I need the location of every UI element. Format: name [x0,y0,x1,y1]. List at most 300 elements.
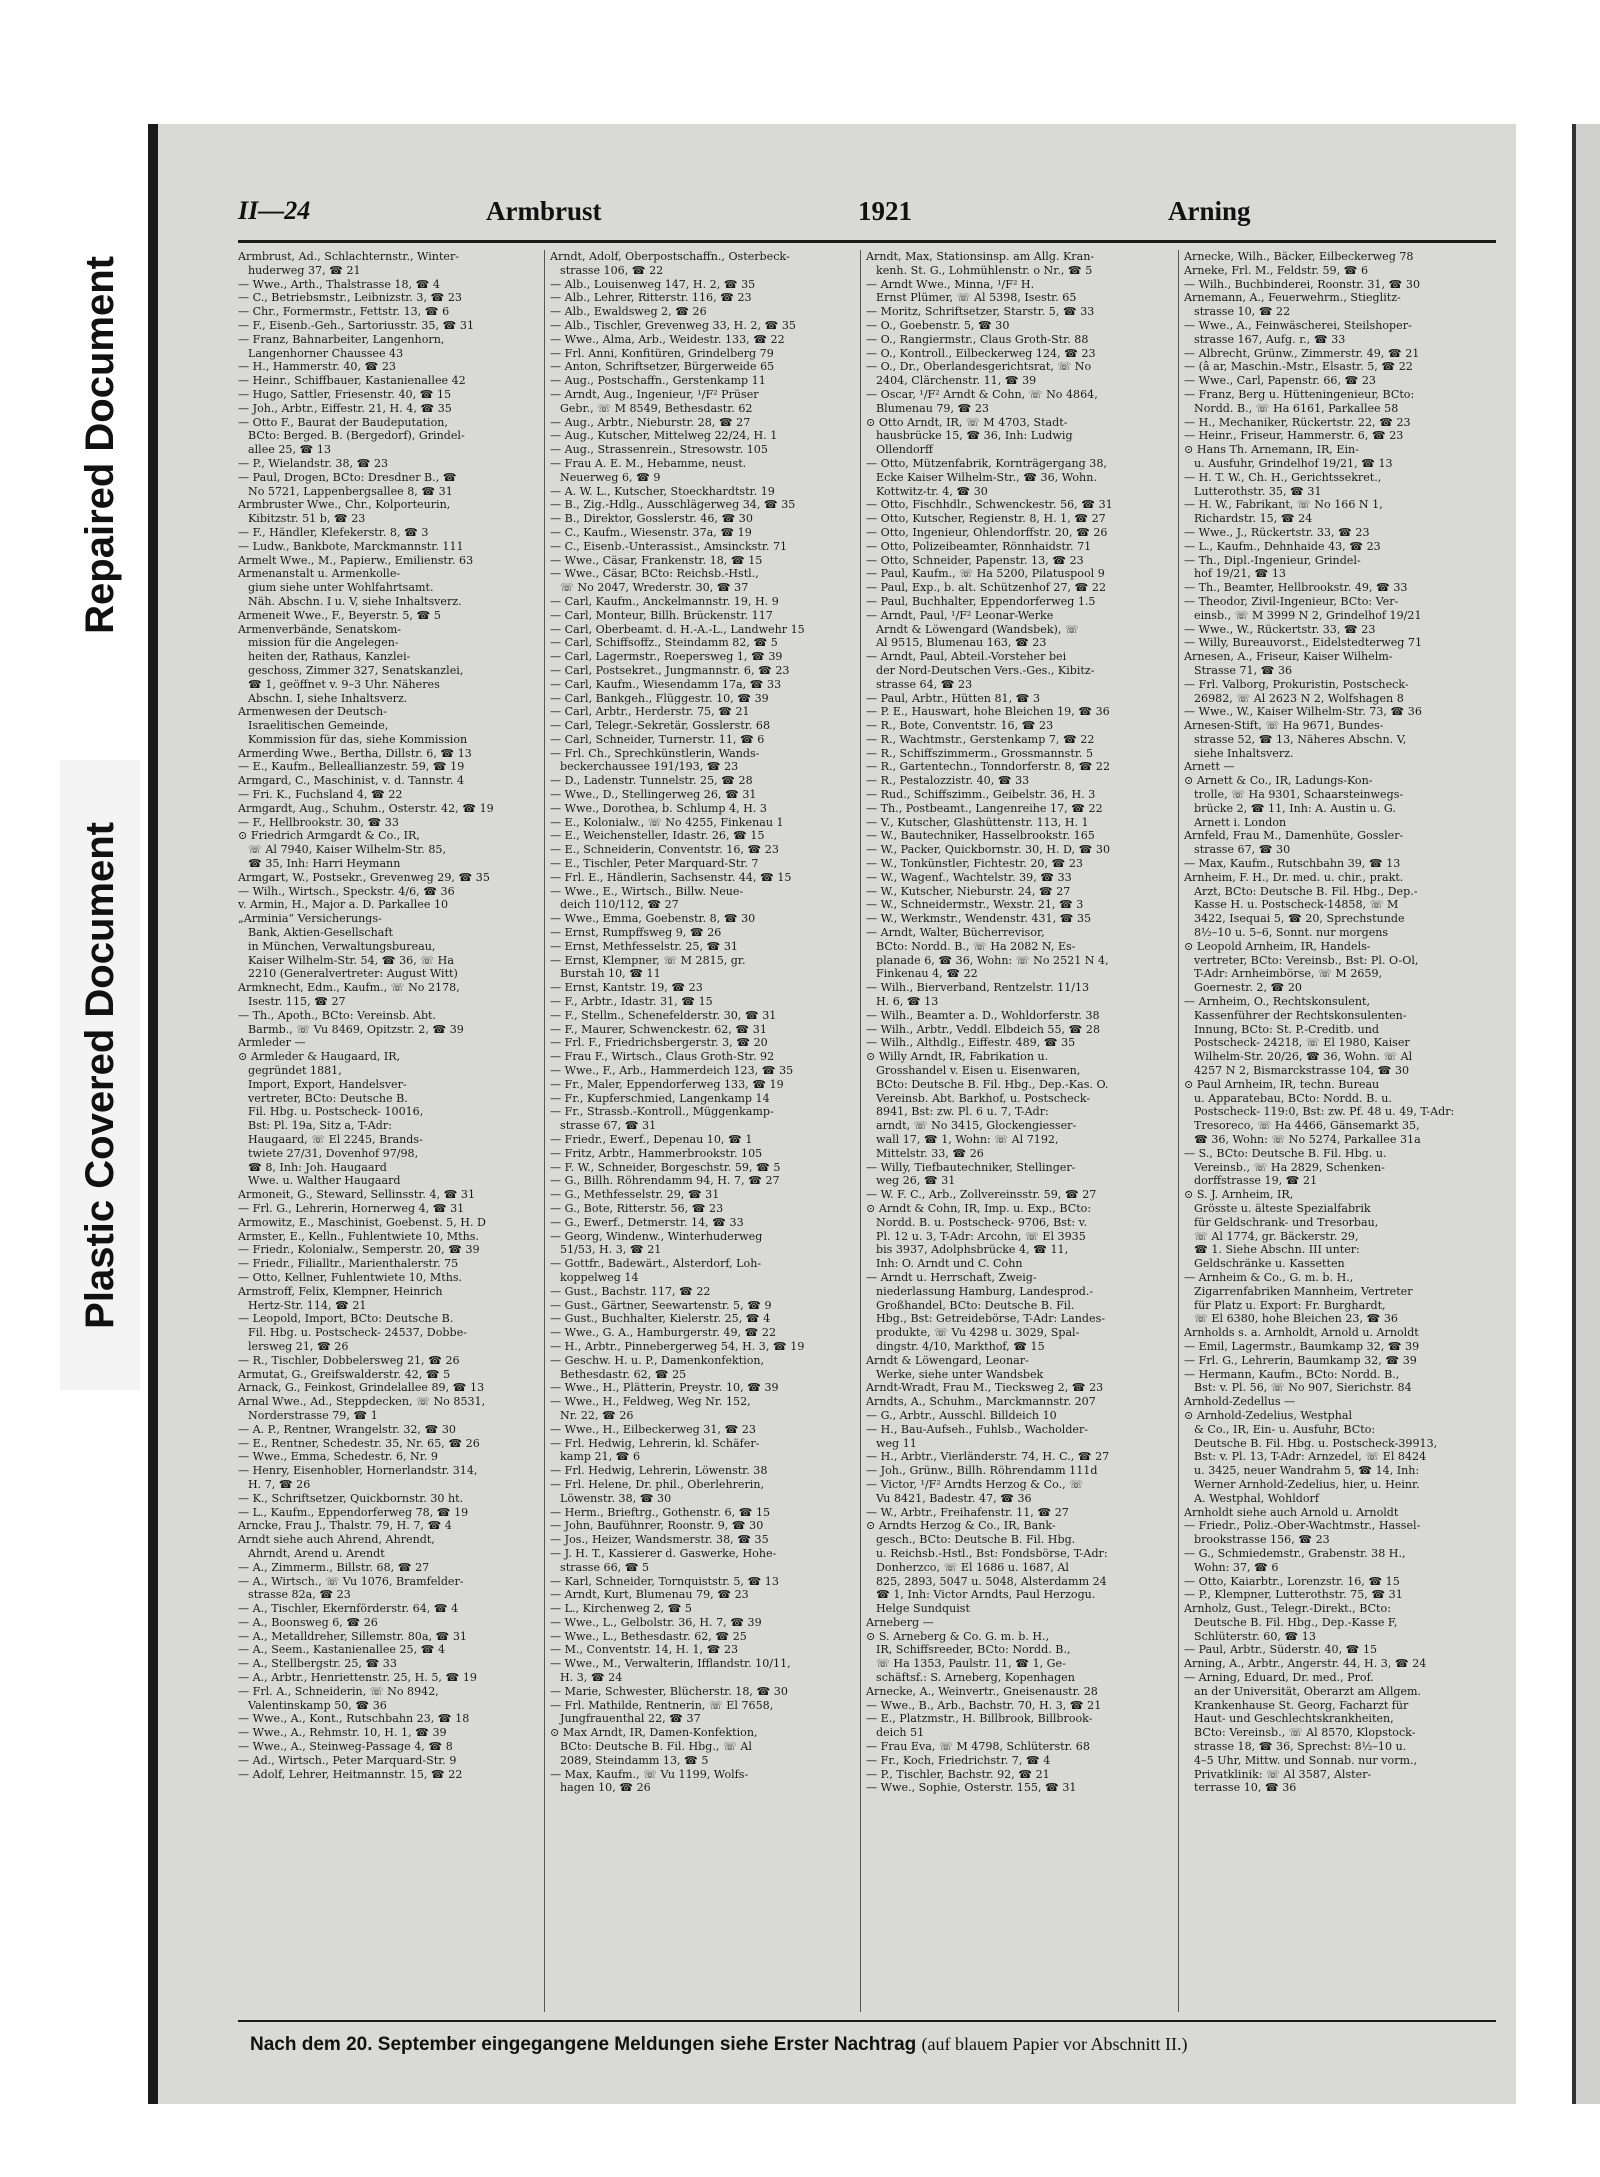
directory-entry-line: — Th., Apoth., BCto: Vereinsb. Abt. [238,1008,437,1022]
directory-entry-line: 2089, Steindamm 13, ☎ 5 [560,1753,709,1767]
directory-entry-line: — Moritz, Schriftsetzer, Starstr. 5, ☎ 33 [866,305,1095,319]
directory-entry-line: Arnfeld, Frau M., Damenhüte, Gossler- [1184,829,1404,843]
directory-entry-line: — John, Baufühnrer, Roonstr. 9, ☎ 30 [550,1519,764,1533]
directory-entry-line: Israelitischen Gemeinde, [248,719,389,733]
directory-entry-line: Haut- und Geschlechtskrankheiten, [1194,1712,1394,1726]
directory-entry-line: Deutsche B. Fil. Hbg. u. Postscheck-39913, [1194,1436,1438,1450]
directory-entry-line: ⊙ Hans Th. Arnemann, IR, Ein- [1184,443,1359,457]
directory-entry-line: — W., Wagenf., Wachtelstr. 39, ☎ 33 [866,870,1072,884]
directory-entry-line: Armleder — [238,1036,306,1050]
directory-entry-line: bis 3937, Adolphsbrücke 4, ☎ 11, [876,1243,1069,1257]
directory-entry-line: — Arndt Wwe., Minna, ¹/F² H. [866,277,1035,291]
directory-entry-line: brücke 2, ☎ 11, Inh: A. Austin u. G. [1194,801,1396,815]
directory-entry-line: — Victor, ¹/F² Arndts Herzog & Co., ☏ [866,1477,1084,1491]
directory-entry-line: — O., Goebenstr. 5, ☎ 30 [866,318,1010,332]
directory-entry-line: — Aug., Kutscher, Mittelweg 22/24, H. 1 [550,429,778,443]
directory-entry-line: Abschn. I, siehe Inhaltsverz. [248,691,408,705]
directory-entry-line: — B., Zig.-Hdlg., Ausschlägerweg 34, ☎ 35 [550,498,796,512]
directory-entry-line: Arndt siehe auch Ahrend, Ahrendt, [238,1533,435,1547]
directory-entry-line: Hbg., Bst: Getreidebörse, T-Adr: Landes- [876,1312,1106,1326]
directory-entry-line: — Fr., Maler, Eppendorferweg 133, ☎ 19 [550,1077,784,1091]
column-3 [866,250,1172,2012]
directory-entry-line: — Alb., Tischler, Grevenweg 33, H. 2, ☎ 35 [550,318,796,332]
directory-entry-line: Armenverbände, Senatskom- [238,622,402,636]
directory-entry-line: Arnal Wwe., Ad., Steppdecken, ☏ No 8531, [238,1395,486,1409]
directory-entry-line: Armelt Wwe., M., Papierw., Emilienstr. 63 [238,553,474,567]
directory-entry-line: kenh. St. G., Lohmühlenstr. o Nr., ☎ 5 [876,263,1093,277]
directory-year: 1921 [858,196,912,226]
directory-entry-line: Armerding Wwe., Bertha, Dillstr. 6, ☎ 13 [238,746,472,760]
directory-entry-line: — M., Conventstr. 14, H. 1, ☎ 23 [550,1643,739,1657]
column-4 [1184,250,1496,2012]
directory-entry-line: ⊙ Arnett & Co., IR, Ladungs-Kon- [1184,774,1373,788]
directory-entry-line: Gebr., ☏ M 8549, Bethesdastr. 62 [560,401,753,415]
directory-entry-line: — Wwe., L., Bethesdastr. 62, ☎ 25 [550,1629,747,1643]
directory-entry-line: — Wwe., L., Gelbolstr. 36, H. 7, ☎ 39 [550,1615,762,1629]
directory-entry-line: — P., Klempner, Lutterothstr. 75, ☎ 31 [1184,1588,1403,1602]
directory-entry-line: Langenhorner Chaussee 43 [248,346,404,360]
directory-entry-line: Fil. Hbg. u. Postscheck- 24537, Dobbe- [248,1326,467,1340]
plastic-covered-label: Plastic Covered Document [77,821,122,1329]
directory-entry-line: — L., Kaufm., Eppendorferweg 78, ☎ 19 [238,1505,469,1519]
directory-entry-line: Armeneit Wwe., F., Beyerstr. 5, ☎ 5 [238,608,441,622]
directory-entry-line: ⊙ Max Arndt, IR, Damen-Konfektion, [550,1726,758,1740]
directory-entry-line: 2404, Clärchenstr. 11, ☎ 39 [876,374,1037,388]
column-divider [860,250,861,2012]
directory-entry-line: — Frl. F., Friedrichsbergerstr. 3, ☎ 20 [550,1036,768,1050]
directory-entry-line: Neuerweg 6, ☎ 9 [560,470,661,484]
directory-entry-line: Jungfrauenthal 22, ☎ 37 [560,1712,701,1726]
directory-entry-line: heiten der, Rathaus, Kanzlei- [248,650,411,664]
directory-entry-line: Norderstrasse 79, ☎ 1 [248,1408,378,1422]
directory-entry-line: — Chr., Formermstr., Fettstr. 13, ☎ 6 [238,305,450,319]
directory-entry-line: 3422, Isequai 5, ☎ 20, Sprechstunde [1194,912,1405,926]
directory-entry-line: — Ad., Wirtsch., Peter Marquard-Str. 9 [238,1753,457,1767]
directory-entry-line: — Wwe., Sophie, Osterstr. 155, ☎ 31 [866,1781,1077,1795]
directory-entry-line: — Geschw. H. u. P., Damenkonfektion, [550,1353,765,1367]
directory-entry-line: — Arning, Eduard, Dr. med., Prof. [1184,1671,1374,1685]
directory-entry-line: — V., Kutscher, Glashüttenstr. 113, H. 1 [866,815,1089,829]
directory-entry-line: — Wwe., Emma, Goebenstr. 8, ☎ 30 [550,912,756,926]
directory-entry-line: — Wilh., Buchbinderei, Roonstr. 31, ☎ 30 [1184,277,1421,291]
directory-entry-line: — A., Boonsweg 6, ☎ 26 [238,1615,378,1629]
directory-entry-line: hausbrücke 15, ☎ 36, Inh: Ludwig [876,429,1073,443]
directory-entry-line: Schlüterstr. 60, ☎ 13 [1194,1629,1316,1643]
directory-entry-line: ⊙ Friedrich Armgardt & Co., IR, [238,829,420,843]
directory-entry-line: Armstroff, Felix, Klempner, Heinrich [238,1284,443,1298]
directory-entry-line: BCto: Nordd. B., ☏ Ha 2082 N, Es- [876,939,1076,953]
directory-entry-line: — Carl, Oberbeamt. d. H.-A.-L., Landwehr 15 [550,622,805,636]
directory-entry-line: Bst: Pl. 19a, Sitz a, T-Adr: [248,1119,392,1133]
directory-entry-line: — A. W. L., Kutscher, Stoeckhardtstr. 19 [550,484,775,498]
directory-entry-line: — Max, Kaufm., Rutschbahn 39, ☎ 13 [1184,857,1401,871]
directory-entry-line: ☎ 1, Inh: Victor Arndts, Paul Herzogu. [876,1588,1096,1602]
directory-entry-line: — E., Schneiderin, Conventstr. 16, ☎ 23 [550,843,779,857]
directory-entry-line: weg 26, ☎ 31 [876,1174,956,1188]
directory-entry-line: Postscheck- 119:0, Bst: zw. Pf. 48 u. 49, T-Adr: [1194,1105,1455,1119]
directory-entry-line: Bethesdastr. 62, ☎ 25 [560,1367,687,1381]
page-footer [250,2034,1496,2064]
directory-entry-line: Arnesen, A., Friseur, Kaiser Wilhelm- [1184,650,1393,664]
repaired-document-label: Repaired Document [77,256,122,634]
directory-entry-line: — E., Kaufm., Belleallianzestr. 59, ☎ 19 [238,760,465,774]
directory-entry-line: — Frl. Hedwig, Lehrerin, Löwenstr. 38 [550,1464,768,1478]
directory-entry-line: — Arndt u. Herrschaft, Zweig- [866,1270,1037,1284]
directory-entry-line: — H. T. W., Ch. H., Gerichtssekret., [1184,470,1382,484]
directory-entry-line: Pl. 12 u. 3, T-Adr: Arcohn, ☏ El 3935 [876,1229,1086,1243]
directory-entry-line: — C., Kaufm., Wiesenstr. 37a, ☎ 19 [550,525,752,539]
directory-entry-line: — Heinr., Friseur, Hammerstr. 6, ☎ 23 [1184,429,1404,443]
plastic-covered-stamp [60,760,140,1390]
repaired-document-stamp [60,160,140,730]
directory-entry-line: deich 110/112, ☎ 27 [560,898,679,912]
directory-entry-line: ⊙ Armleder & Haugaard, IR, [238,1050,401,1064]
directory-entry-line: — P., Wielandstr. 38, ☎ 23 [238,456,389,470]
directory-entry-line: — Wwe., Cäsar, Frankenstr. 18, ☎ 15 [550,553,763,567]
directory-entry-line: geschoss, Zimmer 327, Senatskanzlei, [248,663,464,677]
directory-entry-line: — R., Bote, Conventstr. 16, ☎ 23 [866,719,1054,733]
directory-entry-line: — Arndt, Walter, Bücherrevisor, [866,926,1045,940]
directory-entry-line: — (â ar, Maschin.-Mstr., Elsastr. 5, ☎ 22 [1184,360,1413,374]
directory-entry-line: — G., Methfesselstr. 29, ☎ 31 [550,1188,720,1202]
directory-entry-line: Privatklinik: ☏ Al 3587, Alster- [1194,1767,1372,1781]
directory-entry-line: Arnett i. London [1194,815,1287,829]
directory-entry-line: — Gust., Bachstr. 117, ☎ 22 [550,1284,711,1298]
directory-entry-line: trolle, ☏ Ha 9301, Schaarsteinwegs- [1194,788,1404,802]
directory-entry-line: Bst: v. Pl. 56, ☏ No 907, Sierichstr. 84 [1194,1381,1412,1395]
footer-note: (auf blauem Papier vor Abschnitt II.) [921,2034,1188,2054]
directory-entry-line: Armbrust, Ad., Schlachternstr., Winter- [238,250,460,263]
directory-entry-line: — Fr., Kupferschmied, Langenkamp 14 [550,1091,770,1105]
directory-entry-line: u. 3425, neuer Wandrahm 5, ☎ 14, Inh: [1194,1464,1420,1478]
directory-entry-line: Arnecke, A., Weinvertr., Gneisenaustr. 28 [866,1684,1098,1698]
directory-entry-line: Arnholds s. a. Arnholdt, Arnold u. Arnoldt [1184,1326,1419,1340]
directory-entry-line: — Paul, Drogen, BCto: Dresdner B., ☎ [238,470,457,484]
directory-entry-line: — Joh., Grünw., Billh. Röhrendamm 111d [866,1464,1098,1478]
directory-entry-line: — Wwe., E., Wirtsch., Billw. Neue- [550,884,744,898]
directory-entry-line: hof 19/21, ☎ 13 [1194,567,1286,581]
directory-entry-line: Kasse H. u. Postscheck-14858, ☏ M [1194,898,1399,912]
directory-entry-line: — L., Kaufm., Dehnhaide 43, ☎ 23 [1184,539,1381,553]
directory-entry-line: T-Adr: Arnheimbörse, ☏ M 2659, [1194,967,1383,981]
directory-entry-line: — H., Arbtr., Vierländerstr. 74, H. C., ☎ 27 [866,1450,1110,1464]
directory-entry-line: Grösste u. älteste Spezialfabrik [1194,1201,1371,1215]
directory-entry-line: — Fr., Koch, Friedrichstr. 7, ☎ 4 [866,1753,1051,1767]
directory-entry-line: gesch., BCto: Deutsche B. Fil. Hbg. [876,1533,1076,1547]
directory-entry-line: strasse 10, ☎ 22 [1194,305,1291,319]
directory-entry-line: Deutsche B. Fil. Hbg., Dep.-Kasse F, [1194,1615,1398,1629]
directory-entry-line: — Gust., Gärtner, Seewartenstr. 5, ☎ 9 [550,1298,772,1312]
directory-entry-line: — A., Zimmerm., Billstr. 68, ☎ 27 [238,1560,430,1574]
directory-entry-line: Isestr. 115, ☎ 27 [248,995,346,1009]
directory-entry-line: — Arndt, Aug., Ingenieur, ¹/F² Prüser [550,387,759,401]
directory-entry-line: Arndt & Löwengard (Wandsbek), ☏ [876,622,1079,636]
directory-entry-line: huderweg 37, ☎ 21 [248,263,361,277]
directory-entry-line: — Frl. Valborg, Prokuristin, Postscheck- [1184,677,1409,691]
directory-entry-line: Armoneit, G., Steward, Sellinsstr. 4, ☎ 31 [238,1188,476,1202]
directory-entry-line: — Th., Beamter, Hellbrookstr. 49, ☎ 33 [1184,581,1408,595]
page-number: II—24 [238,196,311,225]
directory-entry-line: — P. E., Hauswart, hohe Bleichen 19, ☎ 36 [866,705,1110,719]
directory-entry-line: Arndt-Wradt, Frau M., Tiecksweg 2, ☎ 23 [866,1381,1104,1395]
directory-entry-line: — Carl, Postsekret., Jungmannstr. 6, ☎ 23 [550,663,790,677]
directory-entry-line: Tresoreco, ☏ Ha 4466, Gänsemarkt 35, [1194,1119,1420,1133]
directory-entry-line: — Ernst, Klempner, ☏ M 2815, gr. [550,953,746,967]
directory-entry-line: — Carl, Telegr.-Sekretär, Gosslerstr. 68 [550,719,771,733]
directory-entry-line: Richardstr. 15, ☎ 24 [1194,512,1313,526]
directory-entry-line: — W., Schneidermstr., Wexstr. 21, ☎ 3 [866,898,1084,912]
directory-entry-line: — Adolf, Lehrer, Heitmannstr. 15, ☎ 22 [238,1767,463,1781]
directory-entry-line: Armgart, W., Postsekr., Grevenweg 29, ☎ 35 [238,870,490,884]
directory-entry-line: Näh. Abschn. I u. V, siehe Inhaltsverz. [248,594,462,608]
directory-entry-line: — W., Kutscher, Nieburstr. 24, ☎ 27 [866,884,1071,898]
directory-entry-line: — Otto, Kellner, Fuhlentwiete 10, Mths. [238,1270,463,1284]
directory-entry-line: u. Reichsb.-Hstl., Bst: Fondsbörse, T-Adr: [876,1546,1108,1560]
directory-entry-line: ⊙ Arndt & Cohn, IR, Imp. u. Exp., BCto: [866,1201,1092,1215]
directory-entry-line: vertreter, BCto: Vereinsb., Bst: Pl. O-Ol, [1194,953,1419,967]
directory-entry-line: allee 25, ☎ 13 [248,443,331,457]
directory-entry-line: — E., Platzmstr., H. Billbrook, Billbrook- [866,1712,1093,1726]
directory-entry-line: — R., Wachtmstr., Gerstenkamp 7, ☎ 22 [866,732,1095,746]
directory-entry-line: — Th., Dipl.-Ingenieur, Grindel- [1184,553,1361,567]
page-header [168,196,1494,230]
directory-entry-line: Vu 8421, Badestr. 47, ☎ 36 [876,1491,1032,1505]
footer-notice: Nach dem 20. September eingegangene Meldungen siehe Erster Nachtrag [250,2034,917,2055]
directory-entry-line: — Karl, Schneider, Tornquiststr. 5, ☎ 13 [550,1574,779,1588]
directory-entry-line: Grosshandel v. Eisen u. Eisenwaren, [876,1064,1081,1078]
directory-entry-line: — Frl. Helene, Dr. phil., Oberlehrerin, [550,1477,765,1491]
directory-entry-line: Arndt, Adolf, Oberpostschaffn., Osterbeck- [550,250,790,263]
directory-entry-line: — H., Bau-Aufseh., Fuhlsb., Wacholder- [866,1422,1089,1436]
directory-entry-line: — Paul, Buchhalter, Eppendorferweg 1.5 [866,594,1096,608]
directory-entry-line: — Ernst, Rumpffsweg 9, ☎ 26 [550,926,722,940]
guide-word-left: Armbrust [486,196,602,226]
directory-columns [238,250,1496,2012]
directory-entry-line: 4–5 Uhr, Mittw. und Sonnab. nur vorm., [1194,1753,1418,1767]
directory-entry-line: Goernestr. 2, ☎ 20 [1194,981,1302,995]
directory-entry-line: — Carl, Kaufm., Anckelmannstr. 19, H. 9 [550,594,779,608]
directory-entry-line: — C., Eisenb.-Unterassist., Amsinckstr. 71 [550,539,788,553]
directory-entry-line: — A. P., Rentner, Wrangelstr. 32, ☎ 30 [238,1422,456,1436]
directory-entry-line: Armster, E., Kelln., Fuhlentwiete 10, Mths. [238,1229,479,1243]
directory-entry-line: — Wwe., A., Steinweg-Passage 4, ☎ 8 [238,1740,453,1754]
directory-entry-line: — Wwe., B., Arb., Bachstr. 70, H. 3, ☎ 21 [866,1698,1102,1712]
directory-entry-line: — Marie, Schwester, Blücherstr. 18, ☎ 30 [550,1684,788,1698]
directory-entry-line: — Georg, Windenw., Winterhuderweg [550,1229,763,1243]
directory-entry-line: Arneke, Frl. M., Feldstr. 59, ☎ 6 [1184,263,1369,277]
directory-entry-line: Kottwitz-tr. 4, ☎ 30 [876,484,988,498]
directory-entry-line: niederlassung Hamburg, Landesprod.- [876,1284,1094,1298]
directory-entry-line: — Friedr., Kolonialw., Semperstr. 20, ☎ 39 [238,1243,480,1257]
directory-entry-line: — R., Pestalozzistr. 40, ☎ 33 [866,774,1030,788]
directory-entry-line: Barmb., ☏ Vu 8469, Opitzstr. 2, ☎ 39 [248,1022,464,1036]
directory-entry-line: Wwe. u. Walther Haugaard [248,1174,401,1188]
directory-entry-line: Armknecht, Edm., Kaufm., ☏ No 2178, [238,981,460,995]
directory-entry-line: Wohn: 37, ☎ 6 [1194,1560,1279,1574]
directory-entry-line: — Frl. Anni, Konfitüren, Grindelberg 79 [550,346,774,360]
directory-entry-line: — Friedr., Ewerf., Depenau 10, ☎ 1 [550,1133,753,1146]
directory-entry-line: — Alb., Ewaldsweg 2, ☎ 26 [550,305,707,319]
directory-entry-line: Arnack, G., Feinkost, Grindelallee 89, ☎ 13 [238,1381,485,1395]
directory-entry-line: Arncke, Frau J., Thalstr. 79, H. 7, ☎ 4 [238,1519,452,1533]
directory-entry-line: — Franz, Berg u. Hütteningenieur, BCto: [1184,387,1415,401]
directory-entry-line: — Wilh., Beamter a. D., Wohldorferstr. 38 [866,1008,1100,1022]
directory-entry-line: & Co., IR, Ein- u. Ausfuhr, BCto: [1194,1422,1376,1436]
directory-entry-line: Valentinskamp 50, ☎ 36 [248,1698,387,1712]
directory-entry-line: Arnholdt siehe auch Arnold u. Arnoldt [1184,1505,1399,1519]
directory-entry-line: twiete 27/31, Dovenhof 97/98, [248,1146,419,1160]
directory-entry-line: — A., Tischler, Ekernförderstr. 64, ☎ 4 [238,1602,459,1616]
directory-entry-line: Armutat, G., Greifswalderstr. 42, ☎ 5 [238,1367,451,1381]
directory-entry-line: — Herm., Brieftrg., Gothenstr. 6, ☎ 15 [550,1505,771,1519]
directory-entry-line: — Carl, Lagermstr., Roepersweg 1, ☎ 39 [550,650,783,664]
directory-entry-line: — A., Wirtsch., ☏ Vu 1076, Bramfelder- [238,1574,464,1588]
directory-entry-line: Wilhelm-Str. 20/26, ☎ 36, Wohn. ☏ Al [1194,1050,1413,1064]
directory-entry-line: Nr. 22, ☎ 26 [560,1408,634,1422]
directory-entry-line: Import, Export, Handelsver- [248,1077,407,1091]
directory-entry-line: — K., Schriftsetzer, Quickbornstr. 30 ht. [238,1491,464,1505]
directory-entry-line: — Otto, Fischhdlr., Schwenckestr. 56, ☎ 31 [866,498,1113,512]
directory-entry-line: Armgardt, Aug., Schuhm., Osterstr. 42, ☎ 19 [238,801,494,815]
directory-entry-line: — Aug., Postschaffn., Gerstenkamp 11 [550,374,766,388]
directory-entry-line: — H. W., Fabrikant, ☏ No 166 N 1, [1184,498,1383,512]
directory-entry-line: Arnheim, F. H., Dr. med. u. chir., prakt. [1184,870,1404,884]
directory-entry-line: Kibitzstr. 51 b, ☎ 23 [248,512,366,526]
directory-entry-line: — Albrecht, Grünw., Zimmerstr. 49, ☎ 21 [1184,346,1420,360]
directory-entry-line: — Wilh., Bierverband, Rentzelstr. 11/13 [866,981,1090,995]
directory-entry-line: ☏ No 2047, Wrederstr. 30, ☎ 37 [560,581,749,595]
directory-entry-line: — F. W., Schneider, Borgeschstr. 59, ☎ 5 [550,1160,781,1174]
directory-entry-line: — Wwe., Dorothea, b. Schlump 4, H. 3 [550,801,767,815]
directory-entry-line: — Wwe., H., Feldweg, Weg Nr. 152, [550,1395,751,1409]
directory-entry-line: koppelweg 14 [560,1270,639,1284]
directory-entry-line: Armowitz, E., Maschinist, Goebenst. 5, H. D [238,1215,486,1229]
directory-entry-line: — Friedr., Poliz.-Ober-Wachtmstr., Hassel- [1184,1519,1421,1533]
directory-entry-line: — L., Kirchenweg 2, ☎ 5 [550,1602,692,1616]
directory-entry-line: — O., Dr., Oberlandesgerichtsrat, ☏ No [866,360,1092,374]
directory-entry-line: deich 51 [876,1726,925,1740]
directory-entry-line: — Paul, Exp., b. alt. Schützenhof 27, ☎ 22 [866,581,1107,595]
directory-entry-line: Ernst Plümer, ☏ Al 5398, Isestr. 65 [876,291,1077,305]
directory-entry-line: schäftsf.: S. Arneberg, Kopenhagen [876,1671,1075,1685]
directory-entry-line: H. 7, ☎ 26 [248,1477,311,1491]
directory-entry-line: — Carl, Arbtr., Herderstr. 75, ☎ 21 [550,705,750,719]
directory-entry-line: Arndts, A., Schuhm., Marckmannstr. 207 [866,1395,1096,1409]
directory-entry-line: Ecke Kaiser Wilhelm-Str., ☎ 36, Wohn. [876,470,1097,484]
directory-entry-line: — F., Arbtr., Idastr. 31, ☎ 15 [550,995,713,1009]
directory-entry-line: — Frl. G., Lehrerin, Baumkamp 32, ☎ 39 [1184,1353,1417,1367]
directory-entry-line: — H., Arbtr., Pinnebergerweg 54, H. 3, ☎ 19 [550,1339,805,1353]
directory-entry-line: — Arnheim, O., Rechtskonsulent, [1184,995,1370,1009]
directory-entry-line: — Ernst, Methfesselstr. 25, ☎ 31 [550,939,738,953]
directory-entry-line: — Wwe., H., Plätterin, Preystr. 10, ☎ 39 [550,1381,779,1395]
directory-entry-line: — Theodor, Zivil-Ingenieur, BCto: Ver- [1184,594,1399,608]
directory-entry-line: — Frl. E., Händlerin, Sachsenstr. 44, ☎ 15 [550,870,792,884]
directory-entry-line: — Friedr., Filialltr., Marienthalerstr. 75 [238,1257,459,1271]
directory-entry-line: 8941, Bst: zw. Pl. 6 u. 7, T-Adr: [876,1105,1049,1119]
directory-entry-line: — Wwe., H., Eilbeckerweg 31, ☎ 23 [550,1422,756,1436]
directory-entry-line: — E., Kolonialw., ☏ No 4255, Finkenau 1 [550,815,784,829]
directory-entry-line: — R., Gartentechn., Tonndorferstr. 8, ☎ 22 [866,760,1111,774]
directory-entry-line: — Frl. Ch., Sprechkünstlerin, Wands- [550,746,760,760]
directory-entry-line: — W., Werkmstr., Wendenstr. 431, ☎ 35 [866,912,1092,926]
directory-entry-line: Arndt, Max, Stationsinsp. am Allg. Kran- [866,250,1095,263]
directory-entry-line: — Carl, Schneider, Turnerstr. 11, ☎ 6 [550,732,765,746]
directory-entry-line: — Otto, Kutscher, Regienstr. 8, H. 1, ☎ 27 [866,512,1106,526]
directory-entry-line: ⊙ Leopold Arnheim, IR, Handels- [1184,939,1371,953]
directory-entry-line: — Anton, Schriftsetzer, Bürgerweide 65 [550,360,775,374]
directory-entry-line: BCto: Berged. B. (Bergedorf), Grindel- [248,429,465,443]
directory-entry-line: Arneberg — [866,1615,934,1629]
directory-entry-line: — Paul, Kaufm., ☏ Ha 5200, Pilatuspool 9 [866,567,1105,581]
directory-entry-line: Helge Sundquist [876,1602,970,1616]
directory-entry-line: — Joh., Arbtr., Eiffestr. 21, H. 4, ☎ 35 [238,401,452,415]
directory-entry-line: — Carl, Monteur, Billh. Brückenstr. 117 [550,608,773,622]
footer-rule [238,2020,1496,2022]
directory-entry-line: — Wwe., A., Rehmstr. 10, H. 1, ☎ 39 [238,1726,447,1740]
directory-entry-line: BCto: Vereinsb., ☏ Al 8570, Klopstock- [1194,1726,1416,1740]
directory-entry-line: wall 17, ☎ 1, Wohn: ☏ Al 7192, [876,1133,1059,1146]
directory-entry-line: — G., Bote, Ritterstr. 56, ☎ 23 [550,1201,724,1215]
directory-entry-line: v. Armin, H., Major a. D. Parkallee 10 [238,898,449,912]
directory-entry-line: — S., BCto: Deutsche B. Fil. Hbg. u. [1184,1146,1387,1160]
directory-entry-line: — W., Tonkünstler, Fichtestr. 20, ☎ 23 [866,857,1083,871]
directory-entry-line: — Fr., Strassb.-Kontroll., Müggenkamp- [550,1105,774,1119]
directory-entry-line: Haugaard, ☏ El 2245, Brands- [248,1133,423,1146]
directory-entry-line: BCto: Deutsche B. Fil. Hbg., ☏ Al [560,1740,752,1754]
directory-entry-line: arndt, ☏ No 3415, Glockengiesser- [876,1119,1077,1133]
directory-entry-line: — G., Billh. Röhrendamm 94, H. 7, ☎ 27 [550,1174,780,1188]
directory-entry-line: — Willy, Bureauvorst., Eidelstedterweg 71 [1184,636,1423,650]
directory-entry-line: — W. F. C., Arb., Zollvereinsstr. 59, ☎ 27 [866,1188,1097,1202]
directory-entry-line: Arndt & Löwengard, Leonar- [866,1353,1029,1367]
directory-entry-line: Vereinsb. Abt. Barkhof, u. Postscheck- [876,1091,1091,1105]
directory-entry-line: — Jos., Heizer, Wandsmerstr. 38, ☎ 35 [550,1533,769,1547]
directory-entry-line: Burstah 10, ☎ 11 [560,967,661,981]
directory-entry-line: 2210 (Generalvertreter: August Witt) [248,967,458,981]
directory-entry-line: — Otto F., Baurat der Baudeputation, [238,415,448,429]
directory-entry-line: — W., Bautechniker, Hasselbrookstr. 165 [866,829,1095,843]
directory-entry-line: — F., Hellbrookstr. 30, ☎ 33 [238,815,399,829]
directory-entry-line: H. 6, ☎ 13 [876,995,939,1009]
directory-entry-line: — Aug., Strassenrein., Stresowstr. 105 [550,443,768,457]
directory-entry-line: kamp 21, ☎ 6 [560,1450,641,1464]
directory-entry-line: 825, 2893, 5047 u. 5048, Alsterdamm 24 [876,1574,1107,1588]
directory-entry-line: — Alb., Lehrer, Ritterstr. 116, ☎ 23 [550,291,752,305]
directory-entry-line: — Henry, Eisenhobler, Hornerlandstr. 314, [238,1464,478,1478]
directory-entry-line: terrasse 10, ☎ 36 [1194,1781,1297,1795]
directory-entry-line: Krankenhause St. Georg, Facharzt für [1194,1698,1409,1712]
directory-entry-line: strasse 64, ☎ 23 [876,677,973,691]
directory-entry-line: Arnecke, Wilh., Bäcker, Eilbeckerweg 78 [1184,250,1414,263]
column-1 [238,250,538,2012]
directory-entry-line: Nordd. B. u. Postscheck- 9706, Bst: v. [876,1215,1088,1229]
directory-entry-line: — Wilh., Wirtsch., Speckstr. 4/6, ☎ 36 [238,884,455,898]
guide-word-right: Arning [1168,196,1251,226]
directory-entry-line: — Emil, Lagermstr., Baumkamp 32, ☎ 39 [1184,1339,1420,1353]
directory-entry-line: — Otto, Polizeibeamter, Rönnhaidstr. 71 [866,539,1092,553]
directory-entry-line: BCto: Deutsche B. Fil. Hbg., Dep.-Kas. O. [876,1077,1109,1091]
directory-entry-line: Mittelstr. 33, ☎ 26 [876,1146,984,1160]
directory-entry-line: Finkenau 4, ☎ 22 [876,967,978,981]
directory-entry-line: — F., Händler, Klefekerstr. 8, ☎ 3 [238,525,429,539]
directory-entry-line: — E., Rentner, Schedestr. 35, Nr. 65, ☎ 26 [238,1436,480,1450]
directory-entry-line: ☎ 35, Inh: Harri Heymann [248,857,401,871]
directory-entry-line: ⊙ Willy Arndt, IR, Fabrikation u. [866,1050,1049,1064]
directory-entry-line: — Carl, Bankgeh., Flüggestr. 10, ☎ 39 [550,691,769,705]
directory-entry-line: — Wwe., M., Verwalterin, Ifflandstr. 10/11, [550,1657,791,1671]
directory-entry-line: — Leopold, Import, BCto: Deutsche B. [238,1312,454,1326]
